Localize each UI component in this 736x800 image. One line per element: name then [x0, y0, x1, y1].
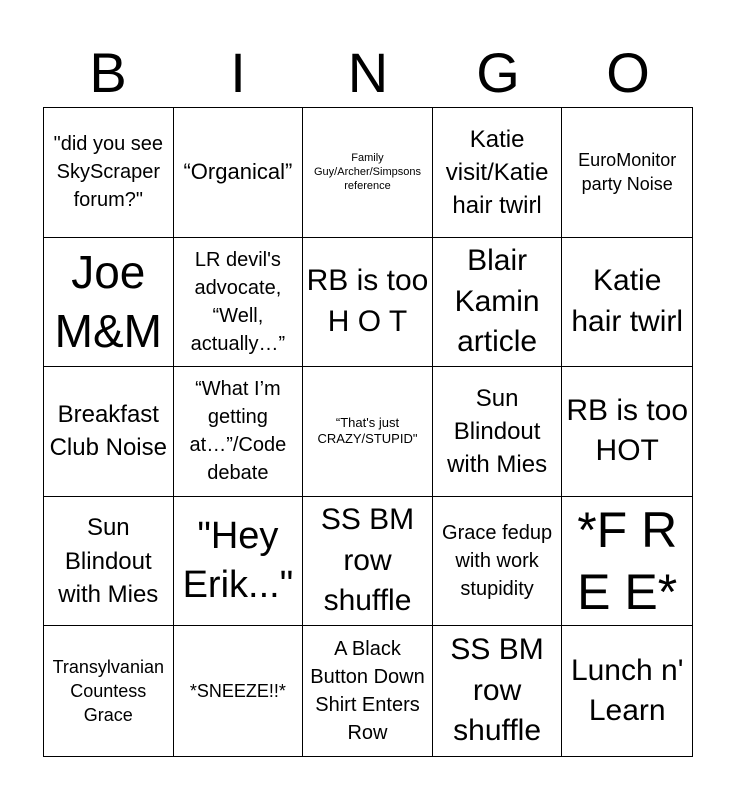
- bingo-cell-r3-c2[interactable]: “What I’m getting at…”/Code debate: [174, 367, 304, 497]
- bingo-cell-r5-c4[interactable]: SS BM row shuffle: [433, 626, 563, 756]
- header-letter-o: O: [606, 41, 650, 104]
- header-letter-g: G: [476, 41, 520, 104]
- header-letter-i: I: [230, 41, 246, 104]
- bingo-cell-r2-c1[interactable]: Joe M&M: [44, 238, 174, 368]
- bingo-cell-r3-c1[interactable]: Breakfast Club Noise: [44, 367, 174, 497]
- bingo-cell-r1-c5[interactable]: EuroMonitor party Noise: [562, 108, 692, 238]
- bingo-cell-r2-c5[interactable]: Katie hair twirl: [562, 238, 692, 368]
- bingo-cell-r1-c2[interactable]: “Organical”: [174, 108, 304, 238]
- bingo-header: [43, 40, 693, 106]
- bingo-cell-r5-c2[interactable]: *SNEEZE!!*: [174, 626, 304, 756]
- bingo-cell-r3-c4[interactable]: Sun Blindout with Mies: [433, 367, 563, 497]
- bingo-cell-r5-c3[interactable]: A Black Button Down Shirt Enters Row: [303, 626, 433, 756]
- bingo-cell-r4-c1[interactable]: Sun Blindout with Mies: [44, 497, 174, 627]
- bingo-cell-r4-c5-free-space[interactable]: *F R E E*: [562, 497, 692, 627]
- bingo-cell-r1-c4[interactable]: Katie visit/Katie hair twirl: [433, 108, 563, 238]
- header-letter-n: N: [347, 41, 389, 104]
- bingo-cell-r2-c2[interactable]: LR devil's advocate, “Well, actually…”: [174, 238, 304, 368]
- bingo-cell-r1-c1[interactable]: "did you see SkyScraper forum?": [44, 108, 174, 238]
- header-letter-b: B: [89, 41, 127, 104]
- bingo-cell-r1-c3[interactable]: Family Guy/Archer/Simpsons reference: [303, 108, 433, 238]
- bingo-cell-r2-c4[interactable]: Blair Kamin article: [433, 238, 563, 368]
- bingo-board: [43, 107, 693, 757]
- bingo-cell-r4-c2[interactable]: "Hey Erik...": [174, 497, 304, 627]
- bingo-cell-r3-c5[interactable]: RB is too HOT: [562, 367, 692, 497]
- bingo-cell-r4-c3[interactable]: SS BM row shuffle: [303, 497, 433, 627]
- bingo-cell-r3-c3[interactable]: “That's just CRAZY/STUPID": [303, 367, 433, 497]
- bingo-cell-r5-c1[interactable]: Transylvanian Countess Grace: [44, 626, 174, 756]
- bingo-cell-r5-c5[interactable]: Lunch n' Learn: [570, 653, 684, 728]
- bingo-cell-r2-c3[interactable]: RB is too H O T: [303, 238, 433, 368]
- bingo-cell-r4-c4[interactable]: Grace fedup with work stupidity: [433, 497, 563, 627]
